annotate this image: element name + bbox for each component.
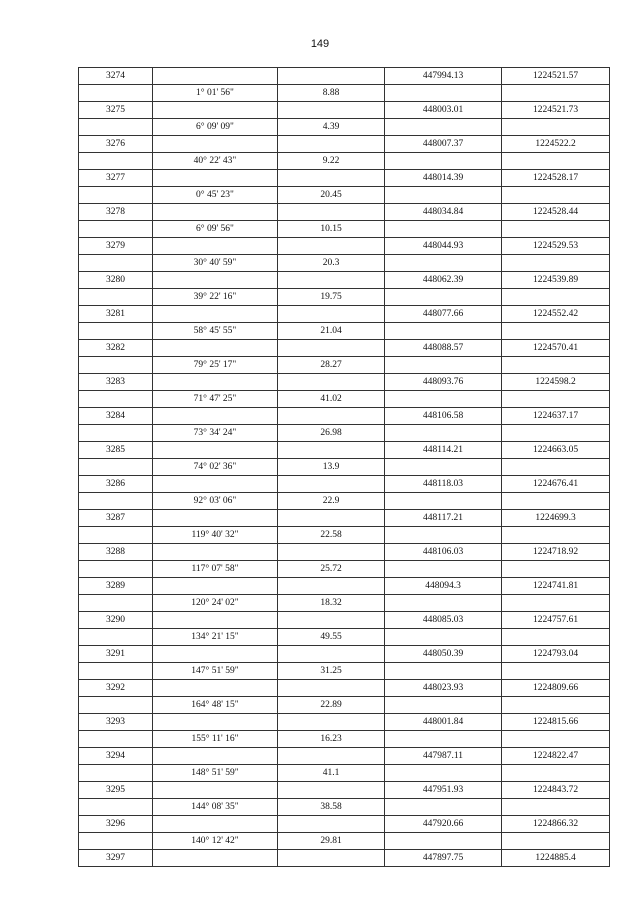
distance-cell [278,612,385,629]
coordinate-y-cell [502,323,610,340]
coordinate-x-cell [385,799,502,816]
coordinate-x-cell: 448085.03 [385,612,502,629]
coordinate-y-cell [502,85,610,102]
table-row [79,136,610,153]
distance-cell: 9.22 [278,153,385,170]
coordinate-y-cell: 1224843.72 [502,782,610,799]
coordinate-x-cell [385,425,502,442]
bearing-cell: 134° 21' 15" [153,629,278,646]
distance-cell: 8.88 [278,85,385,102]
table-row [79,663,610,680]
table-row [79,187,610,204]
point-number-cell [79,153,153,170]
coordinate-y-cell [502,799,610,816]
distance-cell: 13.9 [278,459,385,476]
point-number-cell: 3287 [79,510,153,527]
coordinate-y-cell: 1224598.2 [502,374,610,391]
coordinate-x-cell: 448062.39 [385,272,502,289]
coordinate-y-cell: 1224718.92 [502,544,610,561]
distance-cell [278,510,385,527]
coordinate-y-cell [502,119,610,136]
distance-cell: 41.02 [278,391,385,408]
table-row [79,170,610,187]
table-row [79,408,610,425]
coordinate-y-cell [502,595,610,612]
coordinates-table [78,67,610,867]
distance-cell: 20.45 [278,187,385,204]
coordinate-x-cell: 448003.01 [385,102,502,119]
distance-cell: 10.15 [278,221,385,238]
coordinate-y-cell: 1224528.17 [502,170,610,187]
coordinate-y-cell [502,765,610,782]
distance-cell: 22.9 [278,493,385,510]
point-number-cell [79,833,153,850]
coordinate-x-cell: 447987.11 [385,748,502,765]
bearing-cell [153,170,278,187]
distance-cell: 20.3 [278,255,385,272]
coordinate-x-cell [385,663,502,680]
point-number-cell [79,561,153,578]
coordinate-x-cell [385,833,502,850]
coordinate-x-cell [385,255,502,272]
table-row [79,629,610,646]
distance-cell: 21.04 [278,323,385,340]
bearing-cell: 92° 03' 06" [153,493,278,510]
table-row [79,357,610,374]
point-number-cell [79,527,153,544]
coordinate-y-cell [502,153,610,170]
point-number-cell: 3288 [79,544,153,561]
point-number-cell: 3284 [79,408,153,425]
bearing-cell: 71° 47' 25" [153,391,278,408]
point-number-cell [79,187,153,204]
bearing-cell: 58° 45' 55" [153,323,278,340]
bearing-cell [153,680,278,697]
point-number-cell [79,459,153,476]
coordinate-y-cell: 1224663.05 [502,442,610,459]
point-number-cell [79,221,153,238]
distance-cell [278,170,385,187]
distance-cell [278,238,385,255]
bearing-cell [153,850,278,867]
table-row [79,204,610,221]
bearing-cell [153,476,278,493]
table-row [79,85,610,102]
coordinate-x-cell: 447951.93 [385,782,502,799]
bearing-cell [153,272,278,289]
coordinate-x-cell [385,85,502,102]
bearing-cell: 0° 45' 23" [153,187,278,204]
table-row [79,544,610,561]
bearing-cell: 6° 09' 09" [153,119,278,136]
table-row [79,238,610,255]
bearing-cell: 6° 09' 56" [153,221,278,238]
bearing-cell [153,68,278,85]
distance-cell: 26.98 [278,425,385,442]
point-number-cell: 3282 [79,340,153,357]
distance-cell [278,408,385,425]
coordinate-x-cell [385,697,502,714]
table-row [79,459,610,476]
table-row [79,153,610,170]
coordinate-y-cell: 1224522.2 [502,136,610,153]
point-number-cell [79,289,153,306]
table-row [79,782,610,799]
table-row [79,289,610,306]
point-number-cell [79,663,153,680]
coordinate-x-cell: 448034.84 [385,204,502,221]
table-row [79,816,610,833]
bearing-cell: 1° 01' 56" [153,85,278,102]
point-number-cell [79,731,153,748]
table-row [79,340,610,357]
distance-cell [278,374,385,391]
bearing-cell [153,408,278,425]
point-number-cell [79,323,153,340]
bearing-cell [153,782,278,799]
point-number-cell: 3291 [79,646,153,663]
point-number-cell [79,357,153,374]
coordinate-x-cell [385,629,502,646]
table-row [79,850,610,867]
coordinate-x-cell: 448088.57 [385,340,502,357]
coordinate-x-cell: 448001.84 [385,714,502,731]
coordinate-x-cell: 448014.39 [385,170,502,187]
distance-cell [278,306,385,323]
coordinate-x-cell: 448106.58 [385,408,502,425]
table-row [79,578,610,595]
distance-cell: 28.27 [278,357,385,374]
distance-cell: 19.75 [278,289,385,306]
bearing-cell: 148° 51' 59" [153,765,278,782]
table-row [79,748,610,765]
table-row [79,255,610,272]
distance-cell: 31.25 [278,663,385,680]
table-row [79,765,610,782]
coordinate-y-cell [502,357,610,374]
coordinate-x-cell [385,391,502,408]
bearing-cell [153,578,278,595]
coordinate-x-cell: 447920.66 [385,816,502,833]
point-number-cell [79,799,153,816]
table-row [79,493,610,510]
bearing-cell [153,510,278,527]
bearing-cell: 164° 48' 15" [153,697,278,714]
table-row [79,306,610,323]
distance-cell: 25.72 [278,561,385,578]
distance-cell: 22.58 [278,527,385,544]
coordinate-x-cell: 448094.3 [385,578,502,595]
coordinate-x-cell: 448106.03 [385,544,502,561]
bearing-cell: 144° 08' 35" [153,799,278,816]
point-number-cell [79,493,153,510]
bearing-cell: 147° 51' 59" [153,663,278,680]
coordinate-x-cell [385,561,502,578]
coordinate-x-cell [385,731,502,748]
point-number-cell [79,765,153,782]
point-number-cell [79,425,153,442]
distance-cell [278,578,385,595]
coordinate-y-cell: 1224793.04 [502,646,610,663]
coordinate-y-cell [502,731,610,748]
distance-cell [278,782,385,799]
point-number-cell: 3289 [79,578,153,595]
table-row [79,119,610,136]
bearing-cell: 40° 22' 43" [153,153,278,170]
page-number: 149 [310,38,330,50]
bearing-cell [153,816,278,833]
coordinate-x-cell [385,323,502,340]
point-number-cell: 3297 [79,850,153,867]
point-number-cell: 3281 [79,306,153,323]
table-row [79,323,610,340]
coordinate-y-cell [502,221,610,238]
bearing-cell: 73° 34' 24" [153,425,278,442]
distance-cell: 41.1 [278,765,385,782]
coordinate-y-cell: 1224809.66 [502,680,610,697]
coordinate-x-cell [385,459,502,476]
coordinate-y-cell: 1224521.73 [502,102,610,119]
coordinate-y-cell: 1224699.3 [502,510,610,527]
table-row [79,391,610,408]
coordinate-x-cell: 448114.21 [385,442,502,459]
coordinate-x-cell [385,221,502,238]
point-number-cell: 3285 [79,442,153,459]
coordinate-x-cell: 448077.66 [385,306,502,323]
point-number-cell: 3276 [79,136,153,153]
bearing-cell: 120° 24' 02" [153,595,278,612]
coordinate-y-cell: 1224570.41 [502,340,610,357]
distance-cell [278,748,385,765]
coordinate-y-cell [502,459,610,476]
coordinate-y-cell: 1224757.61 [502,612,610,629]
coordinate-y-cell [502,527,610,544]
distance-cell [278,442,385,459]
point-number-cell: 3278 [79,204,153,221]
distance-cell: 16.23 [278,731,385,748]
coordinate-x-cell [385,119,502,136]
coordinate-x-cell: 448044.93 [385,238,502,255]
bearing-cell: 155° 11' 16" [153,731,278,748]
distance-cell: 4.39 [278,119,385,136]
coordinate-x-cell [385,357,502,374]
coordinate-y-cell: 1224528.44 [502,204,610,221]
coordinate-y-cell [502,187,610,204]
distance-cell: 18.32 [278,595,385,612]
coordinate-y-cell [502,255,610,272]
table-row [79,697,610,714]
coordinate-x-cell: 448117.21 [385,510,502,527]
table-row [79,102,610,119]
table-row [79,561,610,578]
point-number-cell [79,255,153,272]
table-row [79,476,610,493]
coordinate-y-cell [502,391,610,408]
point-number-cell: 3277 [79,170,153,187]
distance-cell [278,340,385,357]
coordinate-x-cell [385,187,502,204]
point-number-cell [79,595,153,612]
coordinate-x-cell [385,765,502,782]
point-number-cell: 3293 [79,714,153,731]
distance-cell: 38.58 [278,799,385,816]
coordinate-y-cell [502,833,610,850]
bearing-cell [153,748,278,765]
point-number-cell: 3296 [79,816,153,833]
coordinate-y-cell: 1224552.42 [502,306,610,323]
distance-cell [278,544,385,561]
bearing-cell: 79° 25' 17" [153,357,278,374]
bearing-cell [153,374,278,391]
point-number-cell [79,629,153,646]
coordinate-y-cell: 1224741.81 [502,578,610,595]
distance-cell [278,816,385,833]
coordinate-y-cell [502,697,610,714]
bearing-cell: 30° 40' 59" [153,255,278,272]
coordinate-x-cell [385,595,502,612]
table-row [79,510,610,527]
bearing-cell [153,544,278,561]
point-number-cell: 3280 [79,272,153,289]
table-row [79,646,610,663]
table-row [79,595,610,612]
table-row [79,272,610,289]
coordinate-y-cell [502,561,610,578]
point-number-cell [79,697,153,714]
distance-cell [278,204,385,221]
point-number-cell: 3274 [79,68,153,85]
point-number-cell: 3286 [79,476,153,493]
bearing-cell: 140° 12' 42" [153,833,278,850]
coordinate-x-cell: 447994.13 [385,68,502,85]
coordinate-y-cell [502,425,610,442]
coordinate-y-cell: 1224815.66 [502,714,610,731]
bearing-cell: 119° 40' 32" [153,527,278,544]
coordinate-y-cell [502,289,610,306]
point-number-cell: 3295 [79,782,153,799]
point-number-cell: 3292 [79,680,153,697]
coordinate-x-cell [385,289,502,306]
coordinate-y-cell: 1224637.17 [502,408,610,425]
distance-cell [278,850,385,867]
distance-cell: 22.89 [278,697,385,714]
bearing-cell [153,612,278,629]
coordinate-y-cell [502,629,610,646]
coordinate-y-cell: 1224866.32 [502,816,610,833]
coordinate-x-cell [385,493,502,510]
point-number-cell [79,119,153,136]
coordinate-y-cell: 1224885.4 [502,850,610,867]
distance-cell [278,102,385,119]
coordinate-y-cell: 1224539.89 [502,272,610,289]
point-number-cell [79,85,153,102]
bearing-cell [153,136,278,153]
distance-cell [278,272,385,289]
coordinate-x-cell [385,153,502,170]
bearing-cell [153,238,278,255]
coordinate-x-cell [385,527,502,544]
coordinates-table-body [79,68,610,867]
point-number-cell: 3283 [79,374,153,391]
table-row [79,425,610,442]
point-number-cell [79,391,153,408]
distance-cell [278,646,385,663]
point-number-cell: 3294 [79,748,153,765]
bearing-cell: 39° 22' 16" [153,289,278,306]
table-row [79,680,610,697]
table-row [79,714,610,731]
distance-cell: 49.55 [278,629,385,646]
bearing-cell [153,102,278,119]
coordinate-x-cell: 448007.37 [385,136,502,153]
table-row [79,442,610,459]
table-row [79,221,610,238]
coordinate-x-cell: 448023.93 [385,680,502,697]
coordinate-y-cell [502,663,610,680]
coordinate-y-cell: 1224529.53 [502,238,610,255]
table-row [79,374,610,391]
table-row [79,799,610,816]
distance-cell [278,680,385,697]
coordinate-x-cell: 448118.03 [385,476,502,493]
table-row [79,731,610,748]
coordinate-x-cell: 448093.76 [385,374,502,391]
distance-cell [278,136,385,153]
table-row [79,833,610,850]
distance-cell [278,476,385,493]
point-number-cell: 3279 [79,238,153,255]
coordinate-y-cell: 1224676.41 [502,476,610,493]
distance-cell [278,68,385,85]
table-row [79,612,610,629]
coordinate-y-cell [502,493,610,510]
distance-cell: 29.81 [278,833,385,850]
bearing-cell [153,646,278,663]
bearing-cell: 74° 02' 36" [153,459,278,476]
bearing-cell [153,442,278,459]
distance-cell [278,714,385,731]
coordinate-y-cell: 1224521.57 [502,68,610,85]
bearing-cell [153,340,278,357]
bearing-cell: 117° 07' 58" [153,561,278,578]
coordinate-y-cell: 1224822.47 [502,748,610,765]
bearing-cell [153,306,278,323]
bearing-cell [153,204,278,221]
table-row [79,68,610,85]
point-number-cell: 3275 [79,102,153,119]
coordinate-x-cell: 448050.39 [385,646,502,663]
point-number-cell: 3290 [79,612,153,629]
table-row [79,527,610,544]
coordinate-x-cell: 447897.75 [385,850,502,867]
bearing-cell [153,714,278,731]
